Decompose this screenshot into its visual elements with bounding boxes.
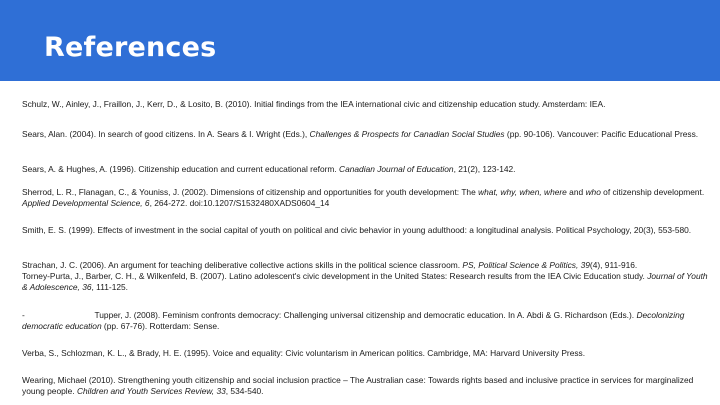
reference-title-text: PS, Political Science & Politics, 39 bbox=[462, 260, 590, 270]
reference-text: - Tupper, J. (2008). Feminism confronts democracy: Challenging universal citizenship and democratic education. In A. Abdi & G. Richardson (Eds.). bbox=[22, 310, 637, 320]
reference-title-text: Children and Youth Services Review, 33 bbox=[76, 386, 226, 397]
reference-sherrod bbox=[22, 187, 714, 209]
reference-sears-2004 bbox=[22, 129, 698, 140]
reference-wearing bbox=[22, 375, 714, 397]
reference-title-text: Journal of Youth & Adolescence, 36 bbox=[22, 271, 710, 293]
reference-text: Wearing, Michael (2010). Strengthening youth citizenship and social inclusion practice – The Australian case: Towards rights based and inclusive practice in services for marginalized young people. bbox=[22, 375, 694, 397]
reference-text: , 111-125. bbox=[91, 282, 129, 293]
reference-tupper bbox=[22, 310, 714, 332]
reference-text: , 21(2), 123-142. bbox=[453, 164, 516, 174]
reference-title-text: what, why, when, where bbox=[478, 187, 567, 197]
reference-text: (pp. 67-76). Rotterdam: Sense. bbox=[101, 321, 220, 332]
reference-text: Strachan, J. C. (2006). An argument for teaching deliberative collective actions skills in the political science classroom. bbox=[22, 260, 463, 270]
reference-schulz bbox=[22, 99, 605, 110]
reference-text: (pp. 90-106). Vancouver: Pacific Educational Press. bbox=[504, 129, 699, 139]
reference-text: Sherrod, L. R., Flanagan, C., & Youniss, J. (2002). Dimensions of citizenship and opportunities for youth development: The bbox=[22, 187, 479, 197]
reference-title-text: who bbox=[585, 187, 601, 197]
reference-text: Verba, S., Schlozman, K. L., & Brady, H. E. (1995). Voice and equality: Civic voluntarism in American politics. Cambridge, MA: Harvard University Press. bbox=[22, 348, 586, 358]
reference-sears-1996 bbox=[22, 164, 516, 175]
reference-text: of citizenship development. bbox=[600, 187, 705, 197]
reference-title-text: Challenges & Prospects for Canadian Social Studies bbox=[309, 129, 505, 139]
reference-text: Schulz, W., Ainley, J., Fraillon, J., Kerr, D., & Losito, B. (2010). Initial findings from the IEA international civic and citizenship education study. Amsterdam: IEA. bbox=[22, 99, 606, 109]
reference-text: Smith, E. S. (1999). Effects of investment in the social capital of youth on political and civic behavior in young adulthood: a longitudinal analysis. Political Psychology, 20(3), 553-580. bbox=[22, 225, 692, 235]
reference-verba bbox=[22, 348, 585, 359]
title-banner bbox=[0, 0, 720, 81]
reference-title-text: Decolonizing democratic education bbox=[22, 310, 687, 332]
reference-text: (4), 911-916. Torney-Purta, J., Barber, C. H., & Wilkenfeld, B. (2007). Latino adolescent's civic development in the United States: Research results from the IEA Civic Education study. bbox=[22, 260, 645, 282]
reference-text: Sears, Alan. (2004). In search of good citizens. In A. Sears & I. Wright (Eds.), bbox=[22, 129, 310, 139]
reference-title-text: Applied Developmental Science, 6 bbox=[22, 198, 150, 209]
reference-text: , 534-540. bbox=[225, 386, 264, 397]
reference-text: and bbox=[566, 187, 586, 197]
reference-title-text: Canadian Journal of Education bbox=[339, 164, 454, 174]
reference-strachan-torney bbox=[22, 260, 714, 294]
reference-text: Sears, A. & Hughes, A. (1996). Citizenship education and current educational reform. bbox=[22, 164, 340, 174]
reference-text: , 264-272. doi:10.1207/S1532480XADS0604_14 bbox=[149, 198, 330, 209]
slide-title: References bbox=[44, 32, 217, 63]
reference-smith bbox=[22, 225, 691, 236]
